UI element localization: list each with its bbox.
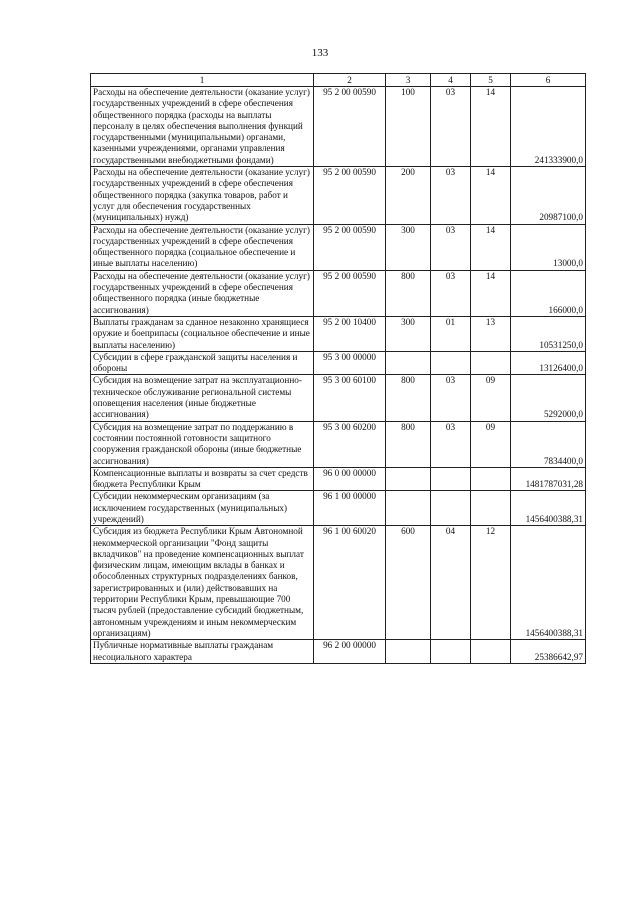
target-code: 95 2 00 10400: [314, 316, 386, 351]
target-code: 95 3 00 60100: [314, 375, 386, 421]
section: 03: [431, 87, 471, 167]
table-row: [91, 270, 586, 316]
expense-name: Публичные нормативные выплаты гражданам несоциального характера: [91, 640, 314, 664]
header-cell: 2: [314, 74, 386, 87]
expense-name: Субсидия на возмещение затрат на эксплуатационно-техническое обслуживание региональной системы оповещения населения (иные бюджетные ассигнования): [91, 375, 314, 421]
amount: 241333900,0: [511, 87, 586, 167]
expense-type: 800: [386, 270, 431, 316]
expense-type: [386, 351, 431, 375]
amount: 166000,0: [511, 270, 586, 316]
subsection: [471, 467, 511, 491]
amount: 20987100,0: [511, 167, 586, 224]
amount: 7834400,0: [511, 421, 586, 467]
section: [431, 351, 471, 375]
amount: 5292000,0: [511, 375, 586, 421]
table-row: [91, 351, 586, 375]
section: 04: [431, 526, 471, 640]
subsection: [471, 491, 511, 526]
target-code: 95 2 00 00590: [314, 224, 386, 270]
expense-name: Расходы на обеспечение деятельности (оказание услуг) государственных учреждений в сфере обеспечения общественного порядка (иные бюджетные ассигнования): [91, 270, 314, 316]
table-row: [91, 526, 586, 640]
section: 01: [431, 316, 471, 351]
subsection: 14: [471, 87, 511, 167]
table-row: [91, 640, 586, 664]
table-row: [91, 421, 586, 467]
expense-name: Субсидии некоммерческим организациям (за исключением государственных (муниципальных) учреждений): [91, 491, 314, 526]
target-code: 96 1 00 00000: [314, 491, 386, 526]
expense-type: 800: [386, 375, 431, 421]
table-row: [91, 467, 586, 491]
section: 03: [431, 421, 471, 467]
subsection: 14: [471, 167, 511, 224]
section: [431, 467, 471, 491]
target-code: 95 2 00 00590: [314, 87, 386, 167]
section: 03: [431, 224, 471, 270]
target-code: 95 3 00 60200: [314, 421, 386, 467]
table-row: [91, 87, 586, 167]
amount: 1456400388,31: [511, 526, 586, 640]
section: 03: [431, 270, 471, 316]
section: [431, 640, 471, 664]
table-row: [91, 316, 586, 351]
section: 03: [431, 375, 471, 421]
expense-type: 300: [386, 224, 431, 270]
header-cell: 4: [431, 74, 471, 87]
expense-type: 300: [386, 316, 431, 351]
header-cell: 6: [511, 74, 586, 87]
target-code: 96 1 00 60020: [314, 526, 386, 640]
expense-type: 800: [386, 421, 431, 467]
target-code: 95 2 00 00590: [314, 167, 386, 224]
subsection: 14: [471, 270, 511, 316]
expense-name: Расходы на обеспечение деятельности (оказание услуг) государственных учреждений в сфере обеспечения общественного порядка (социальное обеспечение и иные выплаты населению): [91, 224, 314, 270]
subsection: 09: [471, 421, 511, 467]
expense-name: Компенсационные выплаты и возвраты за счет средств бюджета Республики Крым: [91, 467, 314, 491]
table-row: [91, 224, 586, 270]
subsection: 14: [471, 224, 511, 270]
expense-name: Выплаты гражданам за сданное незаконно хранящиеся оружие и боеприпасы (социальное обеспечение и иные выплаты населению): [91, 316, 314, 351]
header-cell: 1: [91, 74, 314, 87]
subsection: [471, 640, 511, 664]
section: 03: [431, 167, 471, 224]
expense-name: Субсидии в сфере гражданской защиты населения и обороны: [91, 351, 314, 375]
target-code: 96 0 00 00000: [314, 467, 386, 491]
subsection: 12: [471, 526, 511, 640]
expense-type: [386, 491, 431, 526]
expense-name: Субсидия на возмещение затрат по поддержанию в состоянии постоянной готовности защитного сооружения гражданской обороны (иные бюджетные ассигнования): [91, 421, 314, 467]
expense-type: 100: [386, 87, 431, 167]
budget-table: [90, 73, 586, 664]
expense-type: [386, 640, 431, 664]
amount: 10531250,0: [511, 316, 586, 351]
expense-type: 200: [386, 167, 431, 224]
header-row: [91, 74, 586, 87]
expense-name: Расходы на обеспечение деятельности (оказание услуг) государственных учреждений в сфере обеспечения общественного порядка (расходы на выплаты персоналу в целях обеспечения выполнения функций государственными (муниципальными) органами, казенными учреждениями, органами управления государственными внебюджетными фондами): [91, 87, 314, 167]
subsection: [471, 351, 511, 375]
expense-type: 600: [386, 526, 431, 640]
expense-type: [386, 467, 431, 491]
expense-name: Субсидия из бюджета Республики Крым Автономной некоммерческой организации "Фонд защиты вкладчиков" на проведение компенсационных выплат физическим лицам, имеющим вклады в банках и обособленных структурных подразделениях банков, зарегистрированных и (или) действовавших на территории Республики Крым, превышающие 700 тысяч рублей (предоставление субсидий бюджетным, автономным учреждениям и иным некоммерческим организациям): [91, 526, 314, 640]
subsection: 09: [471, 375, 511, 421]
header-cell: 5: [471, 74, 511, 87]
target-code: 95 2 00 00590: [314, 270, 386, 316]
amount: 13126400,0: [511, 351, 586, 375]
table-row: [91, 167, 586, 224]
subsection: 13: [471, 316, 511, 351]
amount: 13000,0: [511, 224, 586, 270]
amount: 1456400388,31: [511, 491, 586, 526]
header-cell: 3: [386, 74, 431, 87]
table-row: [91, 375, 586, 421]
target-code: 96 2 00 00000: [314, 640, 386, 664]
expense-name: Расходы на обеспечение деятельности (оказание услуг) государственных учреждений в сфере обеспечения общественного порядка (закупка товаров, работ и услуг для обеспечения государственных (муниципальных) нужд): [91, 167, 314, 224]
page-number: 133: [311, 47, 329, 59]
amount: 25386642,97: [511, 640, 586, 664]
target-code: 95 3 00 00000: [314, 351, 386, 375]
table-row: [91, 491, 586, 526]
amount: 1481787031,28: [511, 467, 586, 491]
section: [431, 491, 471, 526]
